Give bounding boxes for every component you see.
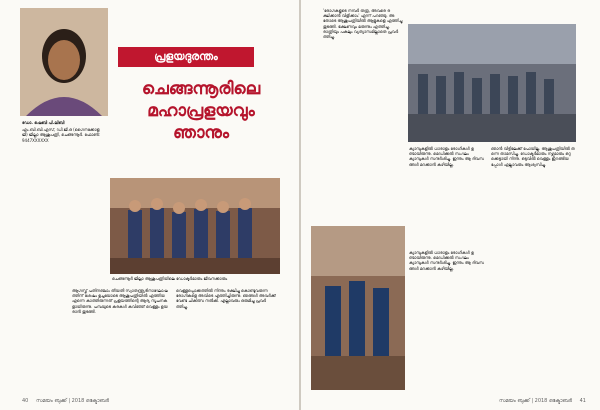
right-page-footer [499,398,586,404]
left-page [0,0,299,410]
author-name: ഡോ. ഷെബി പി.ലിബി [22,120,65,125]
food-distribution-photo [311,226,405,390]
article-headline [112,78,290,144]
group-photo-graphic [110,178,280,274]
left-page-number: 40 [22,398,29,404]
right-page [301,0,600,410]
right-footer-text: സമയം ബുക്ക് | 2018 ഒക്ടോബർ [499,398,573,404]
relief-camp-photo [408,24,576,142]
right-body-column-3: ഞാൻ വീട്ടിലേക്ക് പോയില്ല. ആശുപത്രിയിൽ തന്നെ താമസിച്ചു. ഡോക്ടർമാരും നഴ്സുമാരും ഒറ്റക്കെട്ടായി നിന്നു. ഒടുവിൽ വെള്ളം ഇറങ്ങിയപ്പോൾ എല്ലാവരും ആശ്വസിച്ചു. [491,146,575,167]
food-distribution-photo-graphic [311,226,405,390]
author-portrait [20,8,108,116]
headline-line-2: മഹാപ്രളയവും [147,101,255,121]
relief-camp-photo-graphic [408,24,576,142]
headline-line-1: ചെങ്ങന്നൂരിലെ [141,79,261,99]
section-kicker: പ്രളയദുരന്തം [118,47,254,67]
right-page-number: 41 [579,398,586,404]
left-page-footer [22,398,109,404]
author-portrait-graphic [20,8,108,116]
author-bio-block [22,120,104,143]
right-body-column-1: 'രോഗകളുടെ നമ്പർ തരൂ, അവരെ രക്ഷിക്കാൻ വിളിക്കാം' എന്ന് പറഞ്ഞു. അതോടെ ആശുപത്രിയിൽ ആളുകളെ എത്തിച്ചു തുടങ്ങി. ഭക്ഷണവും മരുന്നും എത്തിച്ചു. രാത്രിയും പകലും വ്യത്യാസമില്ലാതെ പ്രവർത്തിച്ചു. [323,8,403,40]
group-photo [110,178,280,274]
right-body-column-2b: ക്യാമ്പുകളിൽ ധാരാളം രോഗികൾ ഉണ്ടായിരുന്നു. മെഡിക്കൽ സംഘം ക്യാമ്പുകൾ സന്ദർശിച്ചു. ഇന്നും ആ ദിവസങ്ങൾ മറക്കാൻ കഴിയില്ല. [409,250,484,271]
left-body-column-1: ആഗസ്ത് പതിനഞ്ചാം തീയതി സ്വാതന്ത്ര്യദിനാഘോഷത്തിന് ശേഷം ഉച്ചയോടെ ആശുപത്രിയിൽ എത്തിയ എന്നെ കാത്തിരുന്നത് പ്രളയത്തിന്റെ ആദ്യ സൂചനകളായിരുന്നു. പമ്പയുടെ കരകൾ കവിഞ്ഞ് വെള്ളം ഉയരാൻ തുടങ്ങി. [72,288,168,314]
right-body-column-2: ക്യാമ്പുകളിൽ ധാരാളം രോഗികൾ ഉണ്ടായിരുന്നു. മെഡിക്കൽ സംഘം ക്യാമ്പുകൾ സന്ദർശിച്ചു. ഇന്നും ആ ദിവസങ്ങൾ മറക്കാൻ കഴിയില്ല. [409,146,484,167]
headline-line-3: ഞാനും [173,123,229,143]
left-body-column-2: വെള്ളപ്പൊക്കത്തിൽ നിന്നും രക്ഷിച്ചു കൊണ്ടുവരുന്ന രോഗികളെ അവിടെ എത്തിച്ചിരുന്നു. ഞങ്ങൾ അവർക്ക് വേണ്ട ചികിത്സ നൽകി. എല്ലാവരും ഒരുമിച്ചു പ്രവർത്തിച്ചു. [176,288,276,309]
photo-caption: ചെങ്ങന്നൂർ ജില്ലാ ആശുപത്രിയിലെ ഡോക്ടർമാരും ജീവനക്കാരും [112,276,228,281]
left-footer-text: സമയം ബുക്ക് | 2018 ഒക്ടോബർ [35,398,109,404]
author-bio: എം.ബി.ബി.എസ്, ഡി.ജി.ഒ (ഗൈനക്കോളജി) ജില്ലാ ആശുപത്രി, ചെങ്ങന്നൂർ. ഫോൺ: 9447XXXXXX [22,127,101,143]
